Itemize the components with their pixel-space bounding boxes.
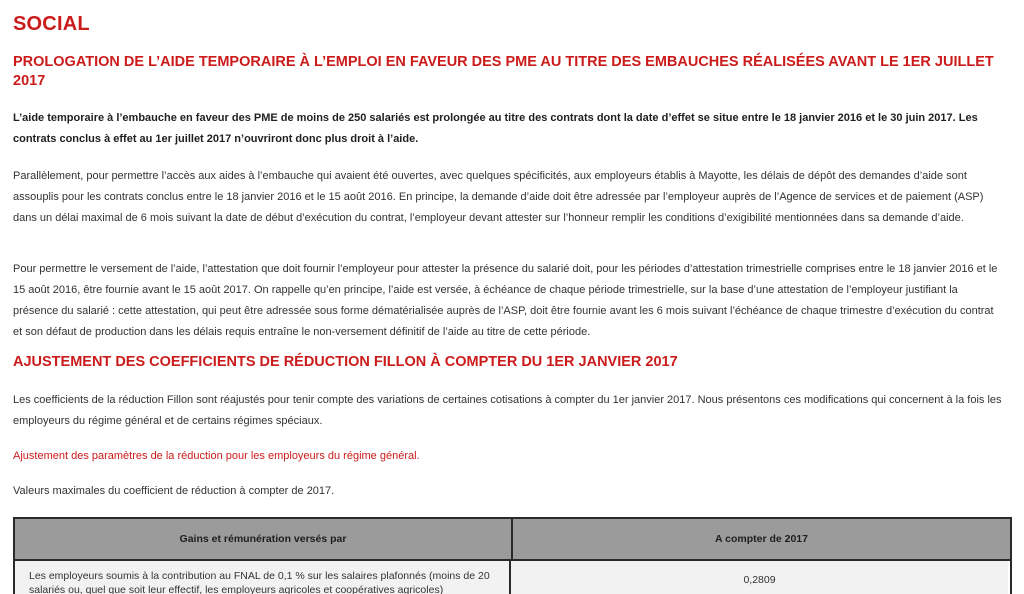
table-header-gains: Gains et rémunération versés par <box>15 519 513 559</box>
article-paragraph-max-values: Valeurs maximales du coefficient de réduction à compter de 2017. <box>13 485 335 497</box>
section-title: SOCIAL <box>13 13 90 35</box>
article-lead-paragraph: L’aide temporaire à l’embauche en faveur des PME de moins de 250 salariés est prolongée au titre des contrats dont la date d’effet se situe entre le 18 janvier 2016 et le 30 juin 2017. Les contrats conclus à effet au 1er juillet 2017 n’ouvriront donc plus droit à l’aide. <box>13 112 978 145</box>
table-cell-value: 0,2809 <box>511 561 1008 594</box>
table-cell-label: Les employeurs soumis à la contribution au FNAL de 0,1 % sur les salaires plafonnés (moins de 20 salariés ou, quel que soit leur effectif, les employeurs agricoles et coopératives agricoles) <box>15 561 511 594</box>
article-heading-prolongation: PROLOGATION DE L’AIDE TEMPORAIRE À L’EMPLOI EN FAVEUR DES PME AU TITRE DES EMBAUCHES RÉALISÉES AVANT LE 1ER JUILLET 2017 <box>13 54 994 89</box>
table-row <box>15 561 1010 594</box>
article-paragraph-attestation: Pour permettre le versement de l’aide, l’attestation que doit fournir l’employeur pour attester la présence du salarié doit, pour les périodes d’attestation trimestrielle comprises entre le 18 janvier 2016 et le 15 août 2016, être fournie avant le 15 août 2017. On rappelle qu’en principe, l’aide est versée, à échéance de chaque période trimestrielle, sur la base d’une attestation de l’employeur justifiant la présence du salarié : cette attestation, qui peut être adressée sous forme dématérialisée auprès de l’ASP, doit être fournie avant les 6 mois suivant l’échéance de chaque trimestre d’exécution du contrat et son défaut de production dans les délais requis entraîne le non-versement définitif de l’aide au titre de cette période. <box>13 263 998 338</box>
table-header-row <box>15 519 1010 561</box>
article-paragraph-fillon-intro: Les coefficients de la réduction Fillon sont réajustés pour tenir compte des variations de certaines cotisations à compter du 1er janvier 2017. Nous présentons ces modifications qui concernent à la fois les employeurs du régime général et de certains régimes spéciaux. <box>13 394 1002 427</box>
coefficient-table <box>13 517 1012 594</box>
article-heading-fillon: AJUSTEMENT DES COEFFICIENTS DE RÉDUCTION FILLON À COMPTER DU 1ER JANVIER 2017 <box>13 354 678 370</box>
table-header-date: A compter de 2017 <box>513 519 1010 559</box>
article-paragraph-mayotte: Parallèlement, pour permettre l’accès aux aides à l’embauche qui avaient été ouvertes, avec quelques spécificités, aux employeurs établis à Mayotte, les délais de dépôt des demandes d’aide sont assouplis pour les contrats conclus entre le 18 janvier 2016 et le 15 août 2016. En principe, la demande d’aide doit être adressée par l’employeur auprès de l’Agence de services et de paiement (ASP) dans un délai maximal de 6 mois suivant la date de début d’exécution du contrat, l’employeur devant attester sur l’honneur remplir les conditions d’exigibilité mentionnées dans sa demande d’aide. <box>13 170 984 224</box>
article-subheading-regime-general: Ajustement des paramètres de la réduction pour les employeurs du régime général. <box>13 450 420 462</box>
